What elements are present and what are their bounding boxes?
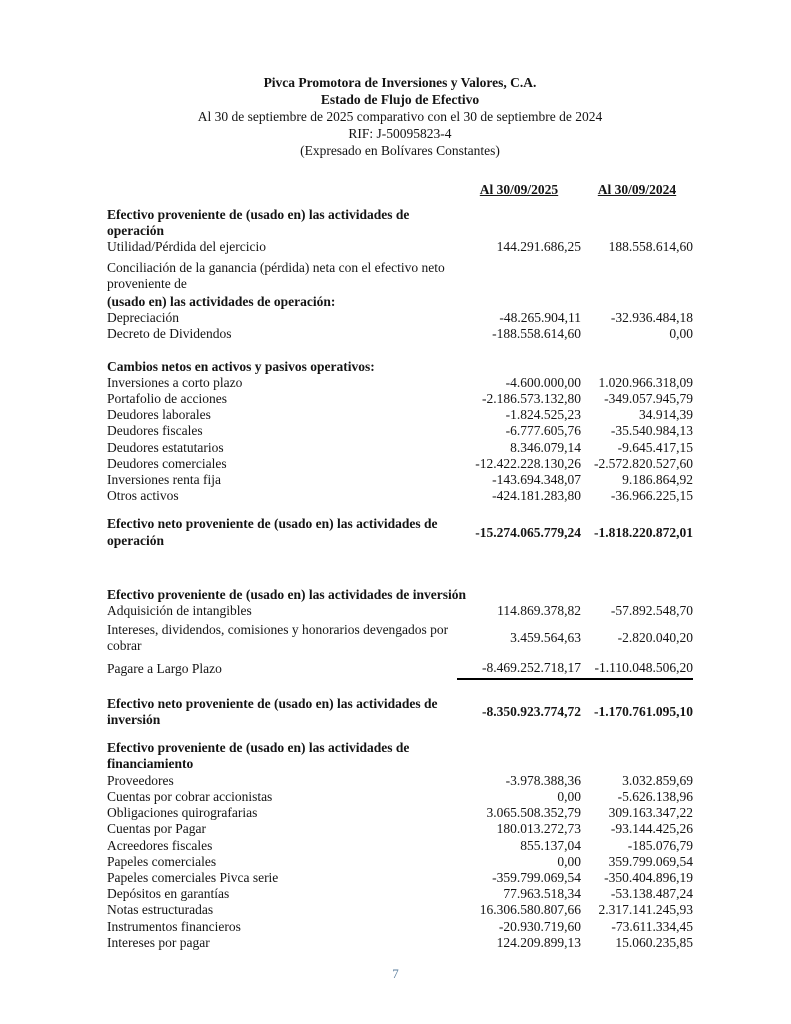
value-2024: 34.914,39 bbox=[639, 407, 693, 423]
row-label: Inversiones renta fija bbox=[107, 472, 221, 488]
page-number: 7 bbox=[392, 966, 399, 981]
row-label: Proveedores bbox=[107, 772, 174, 788]
row-label: Intereses, dividendos, comisiones y honorarios devengados por cobrar bbox=[107, 622, 449, 654]
row-label: Efectivo proveniente de (usado en) las actividades de inversión bbox=[107, 586, 466, 602]
value-2025: 180.013.272,73 bbox=[496, 821, 581, 837]
row-label: Efectivo proveniente de (usado en) las actividades de operación bbox=[107, 207, 410, 239]
item-row bbox=[107, 854, 693, 870]
value-2025: 3.459.564,63 bbox=[510, 630, 581, 646]
row-label: Papeles comerciales Pivca serie bbox=[107, 869, 279, 885]
value-2024: -73.611.334,45 bbox=[611, 918, 693, 934]
value-2024: -2.820.040,20 bbox=[617, 630, 693, 646]
note-row bbox=[107, 260, 693, 292]
period-line: Al 30 de septiembre de 2025 comparativo con el 30 de septiembre de 2024 bbox=[197, 109, 603, 124]
item-row bbox=[107, 805, 693, 821]
item-row bbox=[107, 472, 693, 488]
row-label: Efectivo neto proveniente de (usado en) las actividades de operación bbox=[107, 516, 438, 548]
row-label: Pagare a Largo Plazo bbox=[107, 660, 222, 676]
row-label: Portafolio de acciones bbox=[107, 391, 227, 407]
value-2024: -57.892.548,70 bbox=[610, 603, 693, 619]
value-2024: 309.163.347,22 bbox=[608, 805, 693, 821]
row-label: Efectivo proveniente de (usado en) las actividades de financiamiento bbox=[107, 740, 410, 772]
column-header-2024: Al 30/09/2024 bbox=[597, 182, 677, 197]
value-2024: 15.060.235,85 bbox=[615, 934, 693, 950]
column-header-2025: Al 30/09/2025 bbox=[479, 182, 559, 197]
row-label: Instrumentos financieros bbox=[107, 918, 241, 934]
statement-content bbox=[107, 74, 693, 951]
row-label: Obligaciones quirografarias bbox=[107, 805, 258, 821]
value-2024: -32.936.484,18 bbox=[610, 310, 693, 326]
item-row bbox=[107, 773, 693, 789]
item-row bbox=[107, 440, 693, 456]
row-label: Deudores comerciales bbox=[107, 455, 227, 471]
value-2025: -6.777.605,76 bbox=[505, 423, 581, 439]
value-2025: 0,00 bbox=[557, 853, 581, 869]
item-row bbox=[107, 326, 693, 342]
value-2025: 8.346.079,14 bbox=[510, 439, 581, 455]
total-row bbox=[107, 516, 693, 548]
row-label: Efectivo neto proveniente de (usado en) las actividades de inversión bbox=[107, 695, 438, 728]
value-2024: 2.317.141.245,93 bbox=[598, 902, 693, 918]
value-2025: -359.799.069,54 bbox=[492, 869, 581, 885]
item-row bbox=[107, 838, 693, 854]
total-row bbox=[107, 696, 693, 728]
row-spacer bbox=[107, 343, 693, 359]
item-row bbox=[107, 310, 693, 326]
item-row bbox=[107, 870, 693, 886]
row-label: Cambios netos en activos y pasivos operativos: bbox=[107, 358, 375, 374]
item-row bbox=[107, 821, 693, 837]
row-spacer bbox=[107, 728, 693, 740]
item-row bbox=[107, 391, 693, 407]
value-2024: 188.558.614,60 bbox=[608, 239, 693, 255]
value-2024: 359.799.069,54 bbox=[608, 853, 693, 869]
value-2025: 16.306.580.807,66 bbox=[479, 902, 581, 918]
statement-title: Estado de Flujo de Efectivo bbox=[320, 92, 480, 107]
row-label: Notas estructuradas bbox=[107, 902, 214, 918]
column-headers bbox=[107, 182, 693, 198]
value-2024: -2.572.820.527,60 bbox=[594, 455, 693, 471]
value-2025: 144.291.686,25 bbox=[496, 239, 581, 255]
value-2025: 3.065.508.352,79 bbox=[486, 805, 581, 821]
currency-note: (Expresado en Bolívares Constantes) bbox=[300, 143, 500, 158]
value-2024: 1.020.966.318,09 bbox=[598, 374, 693, 390]
row-label: Conciliación de la ganancia (pérdida) neta con el efectivo neto proveniente de bbox=[107, 259, 445, 291]
item-row bbox=[107, 488, 693, 504]
item-row bbox=[107, 407, 693, 423]
value-2025: -20.930.719,60 bbox=[498, 918, 581, 934]
section-row bbox=[107, 587, 693, 603]
value-2024: 0,00 bbox=[669, 326, 693, 342]
row-label: Decreto de Dividendos bbox=[107, 326, 232, 342]
value-2024: -5.626.138,96 bbox=[617, 788, 693, 804]
value-2025: -15.274.065.779,24 bbox=[475, 524, 581, 540]
row-label: Depreciación bbox=[107, 310, 179, 326]
value-2025: 114.869.378,82 bbox=[497, 603, 581, 619]
row-label: Deudores estatutarios bbox=[107, 439, 224, 455]
value-2024: -53.138.487,24 bbox=[610, 886, 693, 902]
value-2024: 9.186.864,92 bbox=[622, 472, 693, 488]
value-2025: -48.265.904,11 bbox=[499, 310, 581, 326]
item-row bbox=[107, 423, 693, 439]
company-name: Pivca Promotora de Inversiones y Valores, C.A. bbox=[263, 75, 537, 90]
row-label: Depósitos en garantías bbox=[107, 886, 230, 902]
value-2024: -93.144.425,26 bbox=[610, 821, 693, 837]
value-2024: -350.404.896,19 bbox=[604, 869, 693, 885]
value-2024: -1.818.220.872,01 bbox=[594, 524, 693, 540]
item-row bbox=[107, 919, 693, 935]
row-label: Papeles comerciales bbox=[107, 853, 217, 869]
value-2025: 124.209.899,13 bbox=[496, 934, 581, 950]
row-label: Adquisición de intangibles bbox=[107, 603, 252, 619]
item-row bbox=[107, 375, 693, 391]
row-label: Deudores fiscales bbox=[107, 423, 203, 439]
statement-rows bbox=[107, 207, 693, 951]
value-2024: -1.170.761.095,10 bbox=[594, 703, 693, 719]
row-spacer bbox=[107, 549, 693, 587]
item-row bbox=[107, 622, 693, 654]
doc-header bbox=[107, 74, 693, 159]
section-row bbox=[107, 359, 693, 375]
row-label: (usado en) las actividades de operación: bbox=[107, 294, 336, 310]
value-2025: -424.181.283,80 bbox=[492, 488, 581, 504]
item-row bbox=[107, 239, 693, 255]
value-2025: -3.978.388,36 bbox=[505, 772, 581, 788]
row-label: Cuentas por cobrar accionistas bbox=[107, 788, 273, 804]
row-label: Inversiones a corto plazo bbox=[107, 374, 243, 390]
row-label: Deudores laborales bbox=[107, 407, 211, 423]
row-label: Utilidad/Pérdida del ejercicio bbox=[107, 239, 266, 255]
value-2024: -36.966.225,15 bbox=[610, 488, 693, 504]
section-row bbox=[107, 294, 693, 310]
item-row bbox=[107, 886, 693, 902]
section-row bbox=[107, 207, 693, 239]
item-row bbox=[107, 456, 693, 472]
rif-line: RIF: J-50095823-4 bbox=[348, 126, 452, 141]
item-row bbox=[107, 603, 693, 619]
value-2025: 0,00 bbox=[557, 788, 581, 804]
value-2025: 855.137,04 bbox=[520, 837, 581, 853]
row-spacer bbox=[107, 504, 693, 516]
value-2024: -349.057.945,79 bbox=[604, 391, 693, 407]
value-2025: -4.600.000,00 bbox=[505, 374, 581, 390]
value-2025: -8.469.252.718,17 bbox=[457, 660, 581, 680]
row-label: Otros activos bbox=[107, 488, 179, 504]
value-2024: -1.110.048.506,20 bbox=[581, 660, 693, 680]
value-2025: -1.824.525,23 bbox=[505, 407, 581, 423]
row-label: Intereses por pagar bbox=[107, 934, 210, 950]
row-label: Cuentas por Pagar bbox=[107, 821, 206, 837]
value-2025: -188.558.614,60 bbox=[492, 326, 581, 342]
row-spacer bbox=[107, 680, 693, 696]
section-row bbox=[107, 740, 693, 772]
value-2024: -35.540.984,13 bbox=[610, 423, 693, 439]
value-2024: -9.645.417,15 bbox=[617, 439, 693, 455]
value-2025: -8.350.923.774,72 bbox=[482, 703, 581, 719]
value-2024: -185.076,79 bbox=[627, 837, 693, 853]
item-row bbox=[107, 658, 693, 680]
value-2024: 3.032.859,69 bbox=[622, 772, 693, 788]
value-2025: -2.186.573.132,80 bbox=[482, 391, 581, 407]
item-row bbox=[107, 935, 693, 951]
value-2025: 77.963.518,34 bbox=[503, 886, 581, 902]
row-label: Acreedores fiscales bbox=[107, 837, 213, 853]
item-row bbox=[107, 902, 693, 918]
item-row bbox=[107, 789, 693, 805]
value-2025: -143.694.348,07 bbox=[492, 472, 581, 488]
value-2025: -12.422.228.130,26 bbox=[475, 455, 581, 471]
